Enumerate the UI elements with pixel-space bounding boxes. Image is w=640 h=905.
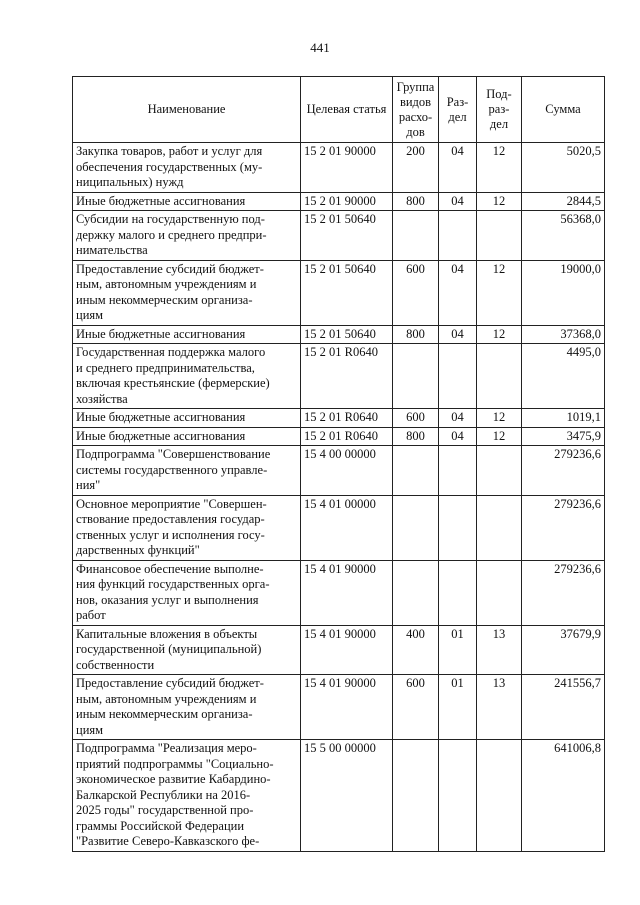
table-row [73, 143, 605, 193]
cell-sum: 5020,5 [522, 143, 605, 193]
cell-group [393, 344, 439, 409]
cell-target: 15 2 01 50640 [301, 211, 393, 261]
header-target: Целевая статья [301, 77, 393, 143]
header-sum: Сумма [522, 77, 605, 143]
cell-group: 400 [393, 625, 439, 675]
cell-name: Иные бюджетные ассигнования [73, 325, 301, 344]
cell-name: Подпрограмма "Реализация меро- приятий подпрограммы "Социально- экономическое развитие Кабардино- Балкарской Республики на 2016- 2025 годы" государственной про- граммы Российской Федерации "Развитие Северо-Кавказского фе- [73, 740, 301, 852]
header-section: Раз- дел [439, 77, 477, 143]
cell-subsection [477, 740, 522, 852]
cell-target: 15 2 01 90000 [301, 143, 393, 193]
cell-subsection [477, 446, 522, 496]
table-row [73, 427, 605, 446]
cell-name: Иные бюджетные ассигнования [73, 192, 301, 211]
cell-name: Государственная поддержка малого и среднего предпринимательства, включая крестьянские (фермерские) хозяйства [73, 344, 301, 409]
cell-target: 15 2 01 R0640 [301, 344, 393, 409]
cell-section [439, 560, 477, 625]
cell-group: 200 [393, 143, 439, 193]
cell-section: 01 [439, 675, 477, 740]
cell-target: 15 4 01 90000 [301, 560, 393, 625]
cell-section [439, 211, 477, 261]
cell-subsection: 12 [477, 427, 522, 446]
table-row [73, 446, 605, 496]
cell-name: Подпрограмма "Совершенствование системы государственного управле- ния" [73, 446, 301, 496]
cell-group [393, 560, 439, 625]
cell-section: 04 [439, 143, 477, 193]
cell-sum: 2844,5 [522, 192, 605, 211]
cell-group [393, 740, 439, 852]
cell-target: 15 2 01 50640 [301, 260, 393, 325]
table-row [73, 740, 605, 852]
cell-subsection: 13 [477, 625, 522, 675]
cell-section [439, 740, 477, 852]
table-row [73, 260, 605, 325]
cell-sum: 19000,0 [522, 260, 605, 325]
cell-group: 800 [393, 325, 439, 344]
cell-sum: 56368,0 [522, 211, 605, 261]
cell-sum: 641006,8 [522, 740, 605, 852]
cell-name: Субсидии на государственную под- держку малого и среднего предпри- нимательства [73, 211, 301, 261]
cell-sum: 4495,0 [522, 344, 605, 409]
cell-group: 800 [393, 192, 439, 211]
table-row [73, 560, 605, 625]
cell-name: Иные бюджетные ассигнования [73, 427, 301, 446]
cell-section [439, 344, 477, 409]
cell-section [439, 446, 477, 496]
cell-name: Закупка товаров, работ и услуг для обеспечения государственных (му- ниципальных) нужд [73, 143, 301, 193]
table-row [73, 211, 605, 261]
cell-group [393, 495, 439, 560]
cell-subsection: 13 [477, 675, 522, 740]
table-row [73, 675, 605, 740]
cell-subsection [477, 560, 522, 625]
cell-sum: 37679,9 [522, 625, 605, 675]
cell-sum: 241556,7 [522, 675, 605, 740]
cell-target: 15 5 00 00000 [301, 740, 393, 852]
table-header-row [73, 77, 605, 143]
cell-group [393, 211, 439, 261]
cell-name: Предоставление субсидий бюджет- ным, автономным учреждениям и иным некоммерческим организа- циям [73, 260, 301, 325]
cell-group [393, 446, 439, 496]
table-row [73, 495, 605, 560]
table-row [73, 192, 605, 211]
cell-group: 600 [393, 409, 439, 428]
cell-subsection [477, 211, 522, 261]
cell-subsection: 12 [477, 409, 522, 428]
header-group: Группа видов расхо- дов [393, 77, 439, 143]
cell-name: Основное мероприятие "Совершен- ствование предоставления государ- ственных услуг и исполнения госу- дарственных функций" [73, 495, 301, 560]
table-row [73, 409, 605, 428]
budget-table [72, 76, 605, 852]
table-row [73, 625, 605, 675]
cell-section: 04 [439, 260, 477, 325]
cell-group: 800 [393, 427, 439, 446]
cell-name: Финансовое обеспечение выполне- ния функций государственных орга- нов, оказания услуг и выполнения работ [73, 560, 301, 625]
cell-sum: 1019,1 [522, 409, 605, 428]
cell-target: 15 2 01 R0640 [301, 427, 393, 446]
cell-group: 600 [393, 260, 439, 325]
cell-sum: 279236,6 [522, 446, 605, 496]
cell-sum: 37368,0 [522, 325, 605, 344]
cell-target: 15 4 01 00000 [301, 495, 393, 560]
cell-group: 600 [393, 675, 439, 740]
cell-section: 04 [439, 192, 477, 211]
cell-name: Предоставление субсидий бюджет- ным, автономным учреждениям и иным некоммерческим организа- циям [73, 675, 301, 740]
cell-section: 04 [439, 325, 477, 344]
cell-section: 04 [439, 409, 477, 428]
cell-name: Иные бюджетные ассигнования [73, 409, 301, 428]
table-body [73, 143, 605, 852]
cell-section: 01 [439, 625, 477, 675]
header-subsection: Под- раз- дел [477, 77, 522, 143]
cell-subsection: 12 [477, 260, 522, 325]
cell-subsection: 12 [477, 192, 522, 211]
cell-name: Капитальные вложения в объекты государственной (муниципальной) собственности [73, 625, 301, 675]
cell-subsection [477, 344, 522, 409]
cell-sum: 3475,9 [522, 427, 605, 446]
cell-target: 15 4 01 90000 [301, 675, 393, 740]
cell-target: 15 4 01 90000 [301, 625, 393, 675]
cell-subsection [477, 495, 522, 560]
table-row [73, 325, 605, 344]
cell-sum: 279236,6 [522, 560, 605, 625]
cell-subsection: 12 [477, 325, 522, 344]
table-row [73, 344, 605, 409]
cell-section: 04 [439, 427, 477, 446]
cell-subsection: 12 [477, 143, 522, 193]
cell-section [439, 495, 477, 560]
page-number: 441 [310, 40, 330, 55]
cell-sum: 279236,6 [522, 495, 605, 560]
cell-target: 15 4 00 00000 [301, 446, 393, 496]
cell-target: 15 2 01 R0640 [301, 409, 393, 428]
cell-target: 15 2 01 90000 [301, 192, 393, 211]
header-name: Наименование [73, 77, 301, 143]
cell-target: 15 2 01 50640 [301, 325, 393, 344]
